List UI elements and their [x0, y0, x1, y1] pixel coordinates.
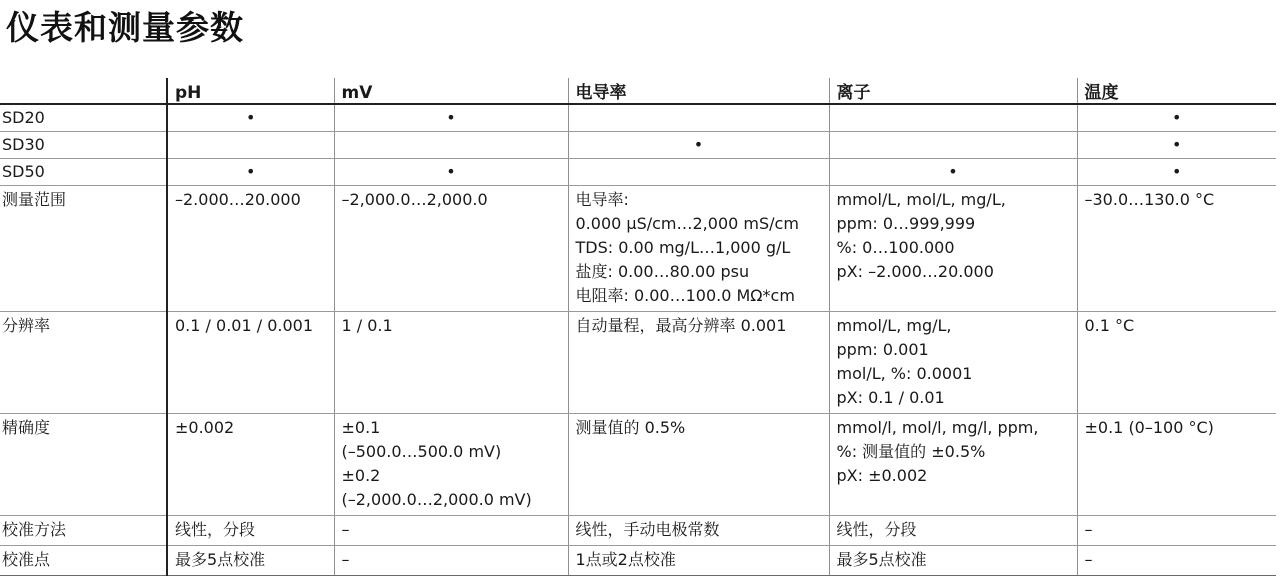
row-label: 分辨率 — [0, 312, 167, 414]
column-header-mv: mV — [334, 78, 568, 104]
cell-temperature — [1077, 546, 1276, 576]
column-header-temperature: 温度 — [1077, 78, 1276, 104]
cell-line: 1 / 0.1 — [341, 316, 393, 335]
cell-ion — [829, 516, 1077, 546]
cell-ph — [167, 186, 334, 312]
cell-line: 电导率: — [575, 190, 629, 209]
cell-line: %: 0…100.000 — [836, 238, 955, 257]
cell-line: %: 测量值的 ±0.5% — [836, 442, 986, 461]
cell-ph — [167, 546, 334, 576]
cell-line: pX: –2.000…20.000 — [836, 262, 994, 281]
parameters-table — [0, 78, 1276, 576]
support-mark-ion — [829, 132, 1077, 159]
support-mark-temperature: • — [1077, 104, 1276, 132]
cell-line: –2,000.0…2,000.0 — [341, 190, 488, 209]
cell-mv — [334, 414, 568, 516]
cell-conductivity — [568, 312, 829, 414]
cell-line: – — [341, 550, 350, 569]
cell-line: (–2,000.0…2,000.0 mV) — [341, 490, 532, 509]
row-label: 校准方法 — [0, 516, 167, 546]
cell-ph — [167, 414, 334, 516]
table-row — [0, 132, 1276, 159]
cell-conductivity — [568, 414, 829, 516]
support-mark-mv: • — [334, 159, 568, 186]
table-row — [0, 104, 1276, 132]
corner-cell — [0, 78, 167, 104]
cell-line: 线性，分段 — [836, 520, 917, 539]
cell-temperature — [1077, 186, 1276, 312]
cell-ion — [829, 186, 1077, 312]
cell-ion — [829, 546, 1077, 576]
cell-ion — [829, 414, 1077, 516]
cell-line: TDS: 0.00 mg/L…1,000 g/L — [575, 238, 791, 257]
cell-line: ±0.1 — [341, 418, 381, 437]
cell-line: mmol/L, mg/L, — [836, 316, 952, 335]
cell-conductivity — [568, 546, 829, 576]
cell-line: 自动量程，最高分辨率 0.001 — [575, 316, 787, 335]
cell-mv — [334, 186, 568, 312]
cell-temperature — [1077, 414, 1276, 516]
cell-line: 0.1 / 0.01 / 0.001 — [175, 316, 313, 335]
support-mark-temperature: • — [1077, 159, 1276, 186]
support-mark-ph: • — [167, 159, 334, 186]
cell-ion — [829, 312, 1077, 414]
table-row — [0, 516, 1276, 546]
cell-line: ppm: 0…999,999 — [836, 214, 976, 233]
table-row — [0, 312, 1276, 414]
cell-line: 测量值的 0.5% — [575, 418, 686, 437]
cell-conductivity — [568, 186, 829, 312]
cell-line: 1点或2点校准 — [575, 550, 676, 569]
page-title: 仪表和测量参数 — [6, 8, 244, 47]
header-row — [0, 78, 1276, 104]
cell-line: – — [1084, 520, 1093, 539]
cell-line: – — [341, 520, 350, 539]
cell-line: (–500.0…500.0 mV) — [341, 442, 502, 461]
support-mark-mv: • — [334, 104, 568, 132]
cell-conductivity — [568, 516, 829, 546]
table-row — [0, 159, 1276, 186]
row-label: 校准点 — [0, 546, 167, 576]
support-mark-ion: • — [829, 159, 1077, 186]
column-header-ph: pH — [167, 78, 334, 104]
cell-temperature — [1077, 516, 1276, 546]
cell-line: –2.000…20.000 — [175, 190, 301, 209]
cell-ph — [167, 516, 334, 546]
table-row — [0, 414, 1276, 516]
cell-line: 最多5点校准 — [836, 550, 927, 569]
cell-ph — [167, 312, 334, 414]
table-row — [0, 186, 1276, 312]
row-label-sd30: SD30 — [0, 132, 167, 159]
cell-line: 电阻率: 0.00…100.0 MΩ*cm — [575, 286, 795, 305]
column-header-conductivity: 电导率 — [568, 78, 829, 104]
cell-mv — [334, 546, 568, 576]
support-mark-temperature: • — [1077, 132, 1276, 159]
cell-mv — [334, 312, 568, 414]
support-mark-mv — [334, 132, 568, 159]
cell-line: ±0.2 — [341, 466, 381, 485]
cell-line: ppm: 0.001 — [836, 340, 929, 359]
table-row — [0, 546, 1276, 576]
row-label: 精确度 — [0, 414, 167, 516]
cell-line: mol/L, %: 0.0001 — [836, 364, 973, 383]
row-label: 测量范围 — [0, 186, 167, 312]
cell-line: 线性，手动电极常数 — [575, 520, 720, 539]
cell-line: 最多5点校准 — [175, 550, 266, 569]
support-mark-ion — [829, 104, 1077, 132]
cell-line: ±0.002 — [175, 418, 235, 437]
cell-line: pX: 0.1 / 0.01 — [836, 388, 945, 407]
cell-line: mmol/L, mol/L, mg/L, — [836, 190, 1006, 209]
cell-line: pX: ±0.002 — [836, 466, 928, 485]
support-mark-conductivity — [568, 159, 829, 186]
cell-line: 线性，分段 — [175, 520, 256, 539]
cell-line: 盐度: 0.00…80.00 psu — [575, 262, 750, 281]
cell-temperature — [1077, 312, 1276, 414]
cell-line: mmol/l, mol/l, mg/l, ppm, — [836, 418, 1039, 437]
support-mark-ph — [167, 132, 334, 159]
support-mark-conductivity: • — [568, 132, 829, 159]
cell-line: 0.000 µS/cm…2,000 mS/cm — [575, 214, 799, 233]
support-mark-conductivity — [568, 104, 829, 132]
row-label-sd50: SD50 — [0, 159, 167, 186]
cell-line: 0.1 °C — [1084, 316, 1135, 335]
cell-line: – — [1084, 550, 1093, 569]
support-mark-ph: • — [167, 104, 334, 132]
cell-mv — [334, 516, 568, 546]
column-header-ion: 离子 — [829, 78, 1077, 104]
cell-line: ±0.1 (0–100 °C) — [1084, 418, 1214, 437]
row-label-sd20: SD20 — [0, 104, 167, 132]
cell-line: –30.0…130.0 °C — [1084, 190, 1215, 209]
